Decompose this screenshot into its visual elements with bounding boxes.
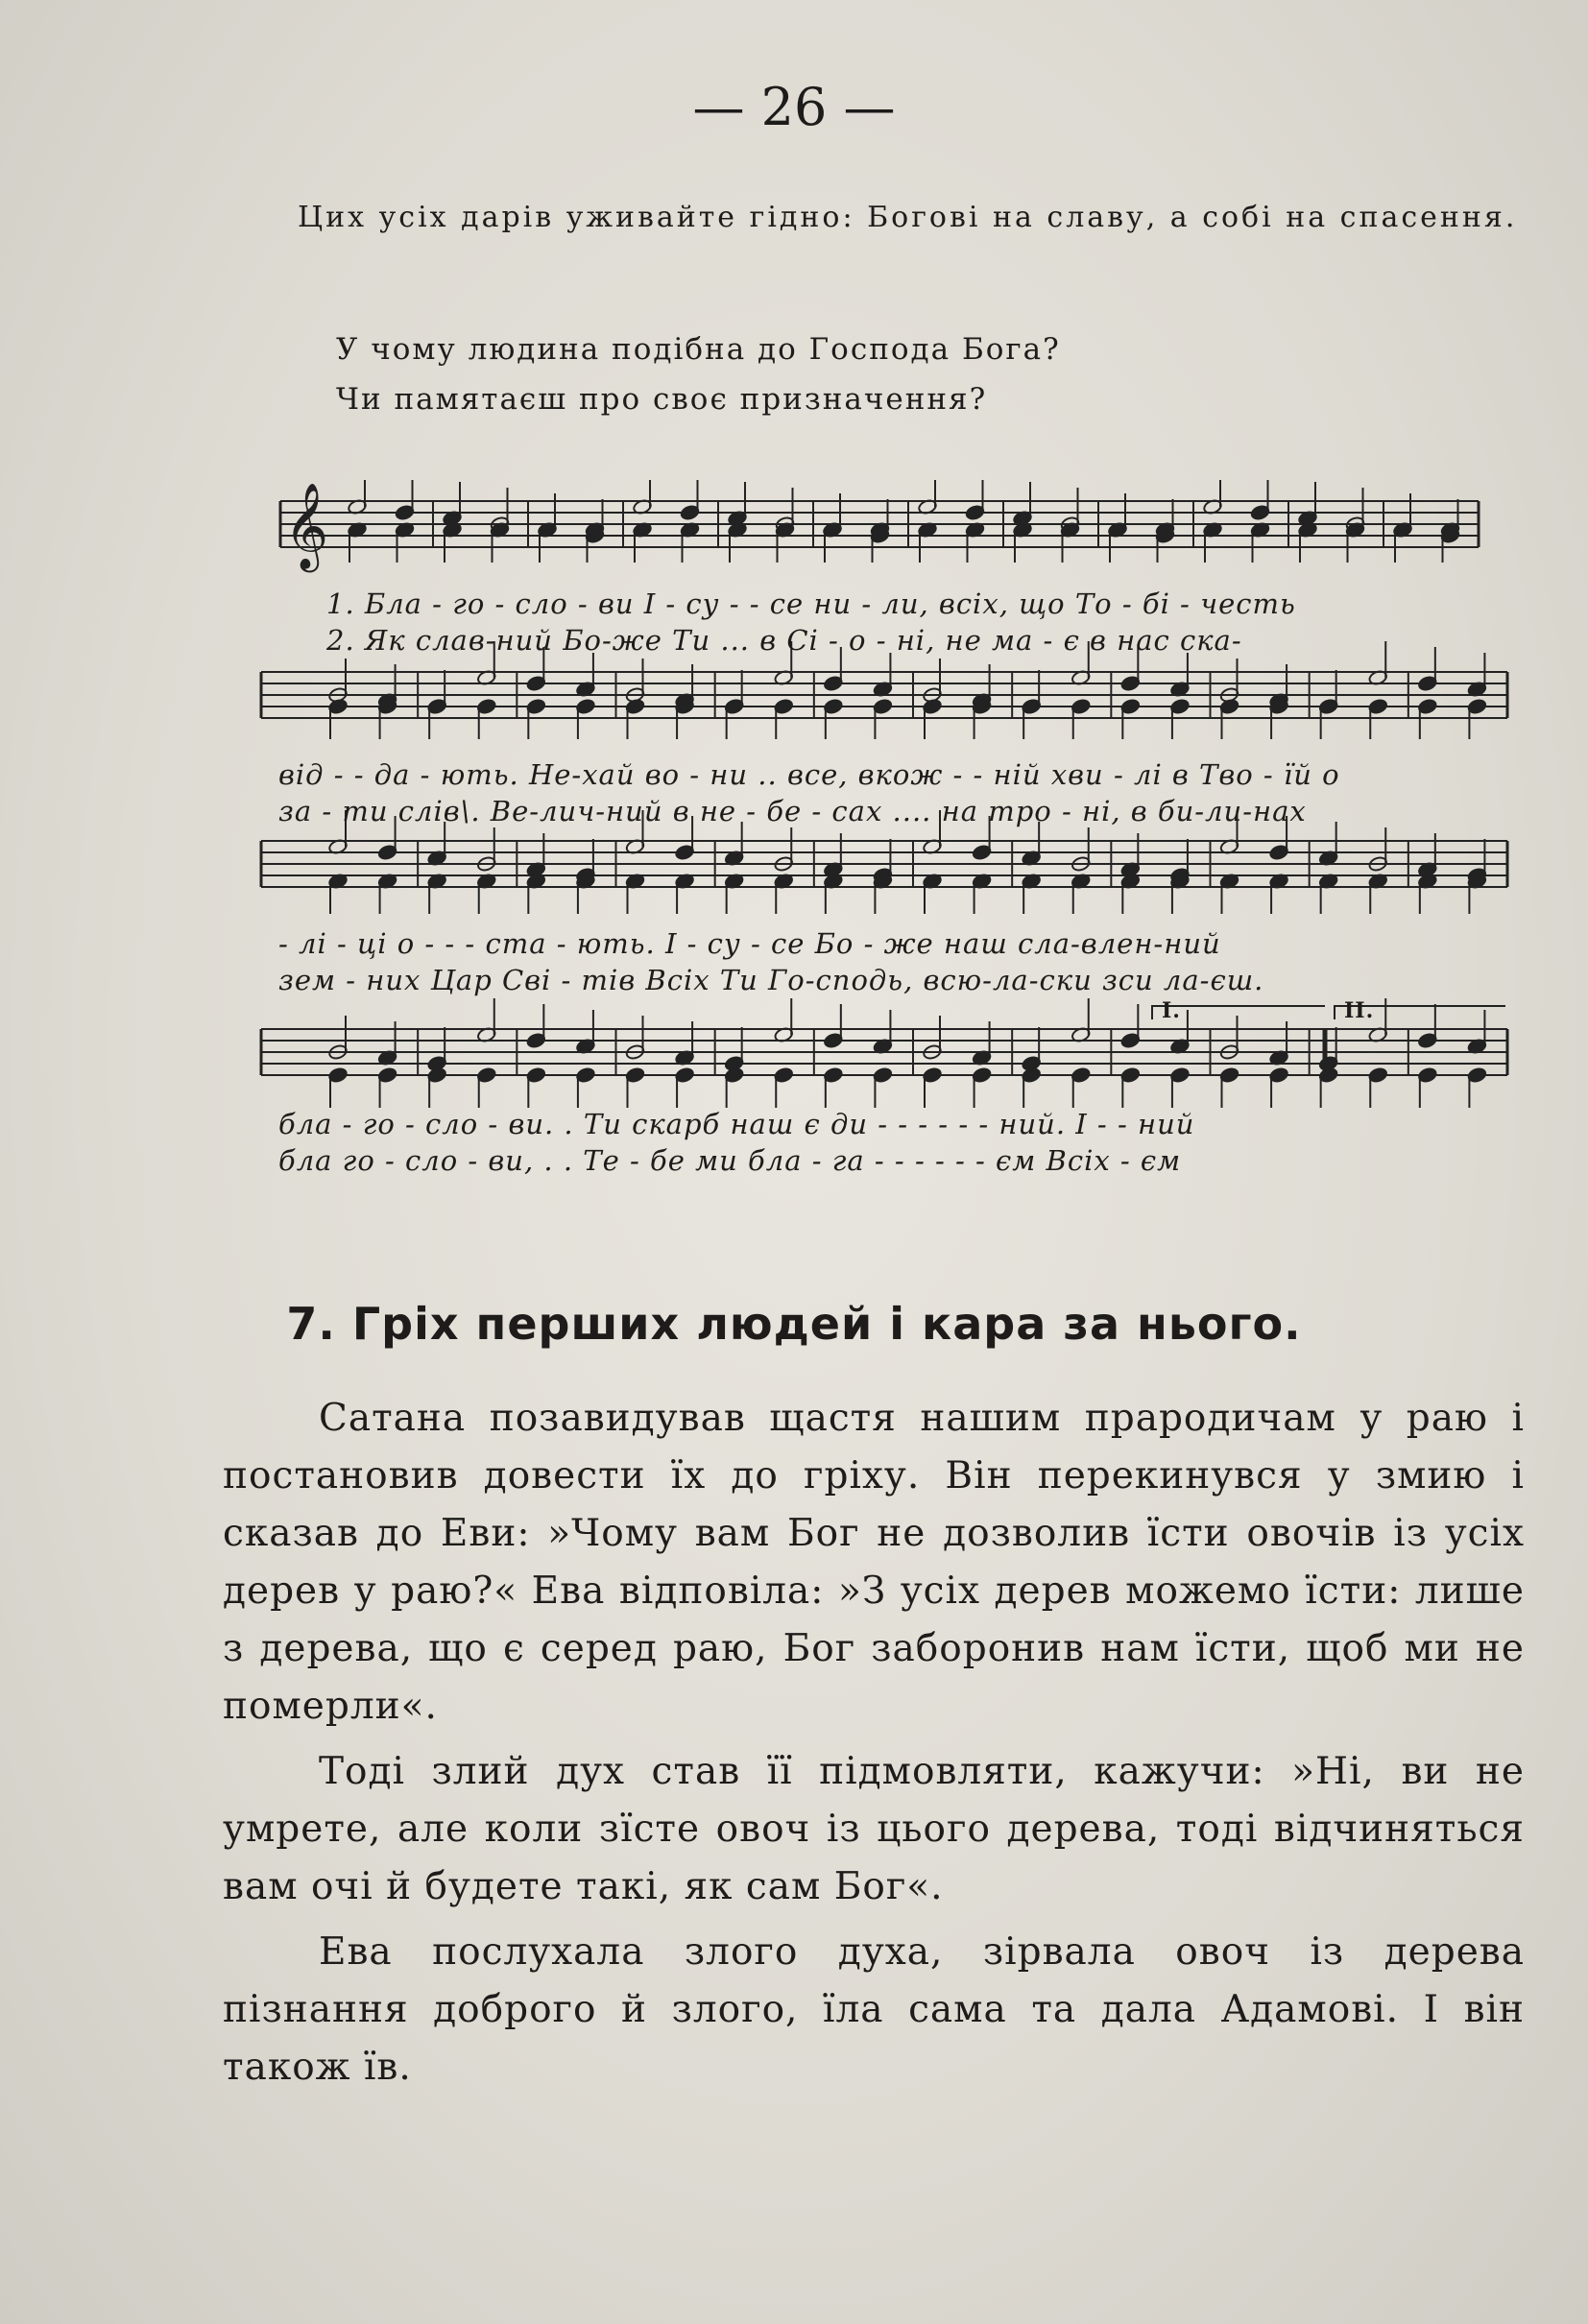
treble-clef: 𝄞 — [284, 483, 329, 569]
lyrics-system3-verse2: зем - них Цар Сві - тів Всіх Ти Го-сподь, всю-ла-ски зси ла-єш. — [278, 964, 1264, 996]
lyrics-system3-verse1: - лі - ці о - - - ста - ють. І - су - се Бо - же наш сла-влен-ний — [278, 927, 1221, 960]
volta-2-label: II. — [1344, 998, 1375, 1023]
hymn-score — [259, 480, 1527, 1210]
section-body — [223, 1390, 1525, 2104]
section-title: 7. Гріх перших людей і кара за нього. — [286, 1298, 1302, 1350]
lyrics-system1-verse2: 2. Як слав-ний Бо-же Ти ... в Сі - о - ні, не ма - є в нас ска- — [326, 624, 1242, 657]
page-number: — 26 — — [692, 77, 896, 137]
body-paragraph-3: Ева послухала злого духа, зірвала овоч із дерева пізнання доброго й злого, їла сама та дала Адамові. І він також їв. — [223, 1930, 1525, 2089]
intro-paragraph: Цих усіх дарів уживайте гідно: Богові на славу, а собі на спасення. — [298, 201, 1518, 234]
body-paragraph-1: Сатана позавидував щастя нашим прародичам у раю і постановив довести їх до гріху. Він перекинувся у змию і сказав до Еви: »Чому вам Бог не дозволив їсти овочів із усіх дерев у раю?« Ева відповіла: »З усіх дерев можемо їсти: лише з дерева, що є серед раю, Бог заборонив нам їсти, щоб ми не померли«. — [223, 1397, 1525, 1728]
body-paragraph-2: Тоді злий дух став її підмовляти, кажучи: »Ні, ви не умрете, але коли зїсте овоч із цього дерева, тоді відчиняться вам очі й будете такі, як сам Бог«. — [223, 1750, 1525, 1908]
lyrics-system1-verse1: 1. Бла - го - сло - ви І - су - - се ни - ли, всіх, що То - бі - честь — [326, 587, 1296, 620]
lyrics-system2-verse2: за - ти слів\. Ве-лич-ний в не - бе - сах .... на тро - ні, в би-ли-нах — [278, 795, 1307, 827]
intro-text — [248, 192, 1534, 244]
lyrics-system2-verse1: від - - да - ють. Не-хай во - ни .. все, вкож - - ній хви - лі в Тво - їй о — [278, 758, 1340, 791]
lyrics-system4-verse2: бла го - сло - ви, . . Те - бе ми бла - га - - - - - - єм Всіх - єм — [278, 1144, 1182, 1177]
question-1: У чому людина подібна до Господа Бога? — [336, 332, 1061, 367]
volta-1-label: I. — [1162, 998, 1181, 1023]
question-2: Чи памятаєш про своє призначення? — [336, 382, 988, 417]
lyrics-system4-verse1: бла - го - сло - ви. . Ти скарб наш є ди - - - - - - ний. І - - ний — [278, 1108, 1195, 1140]
review-questions — [336, 324, 1296, 424]
